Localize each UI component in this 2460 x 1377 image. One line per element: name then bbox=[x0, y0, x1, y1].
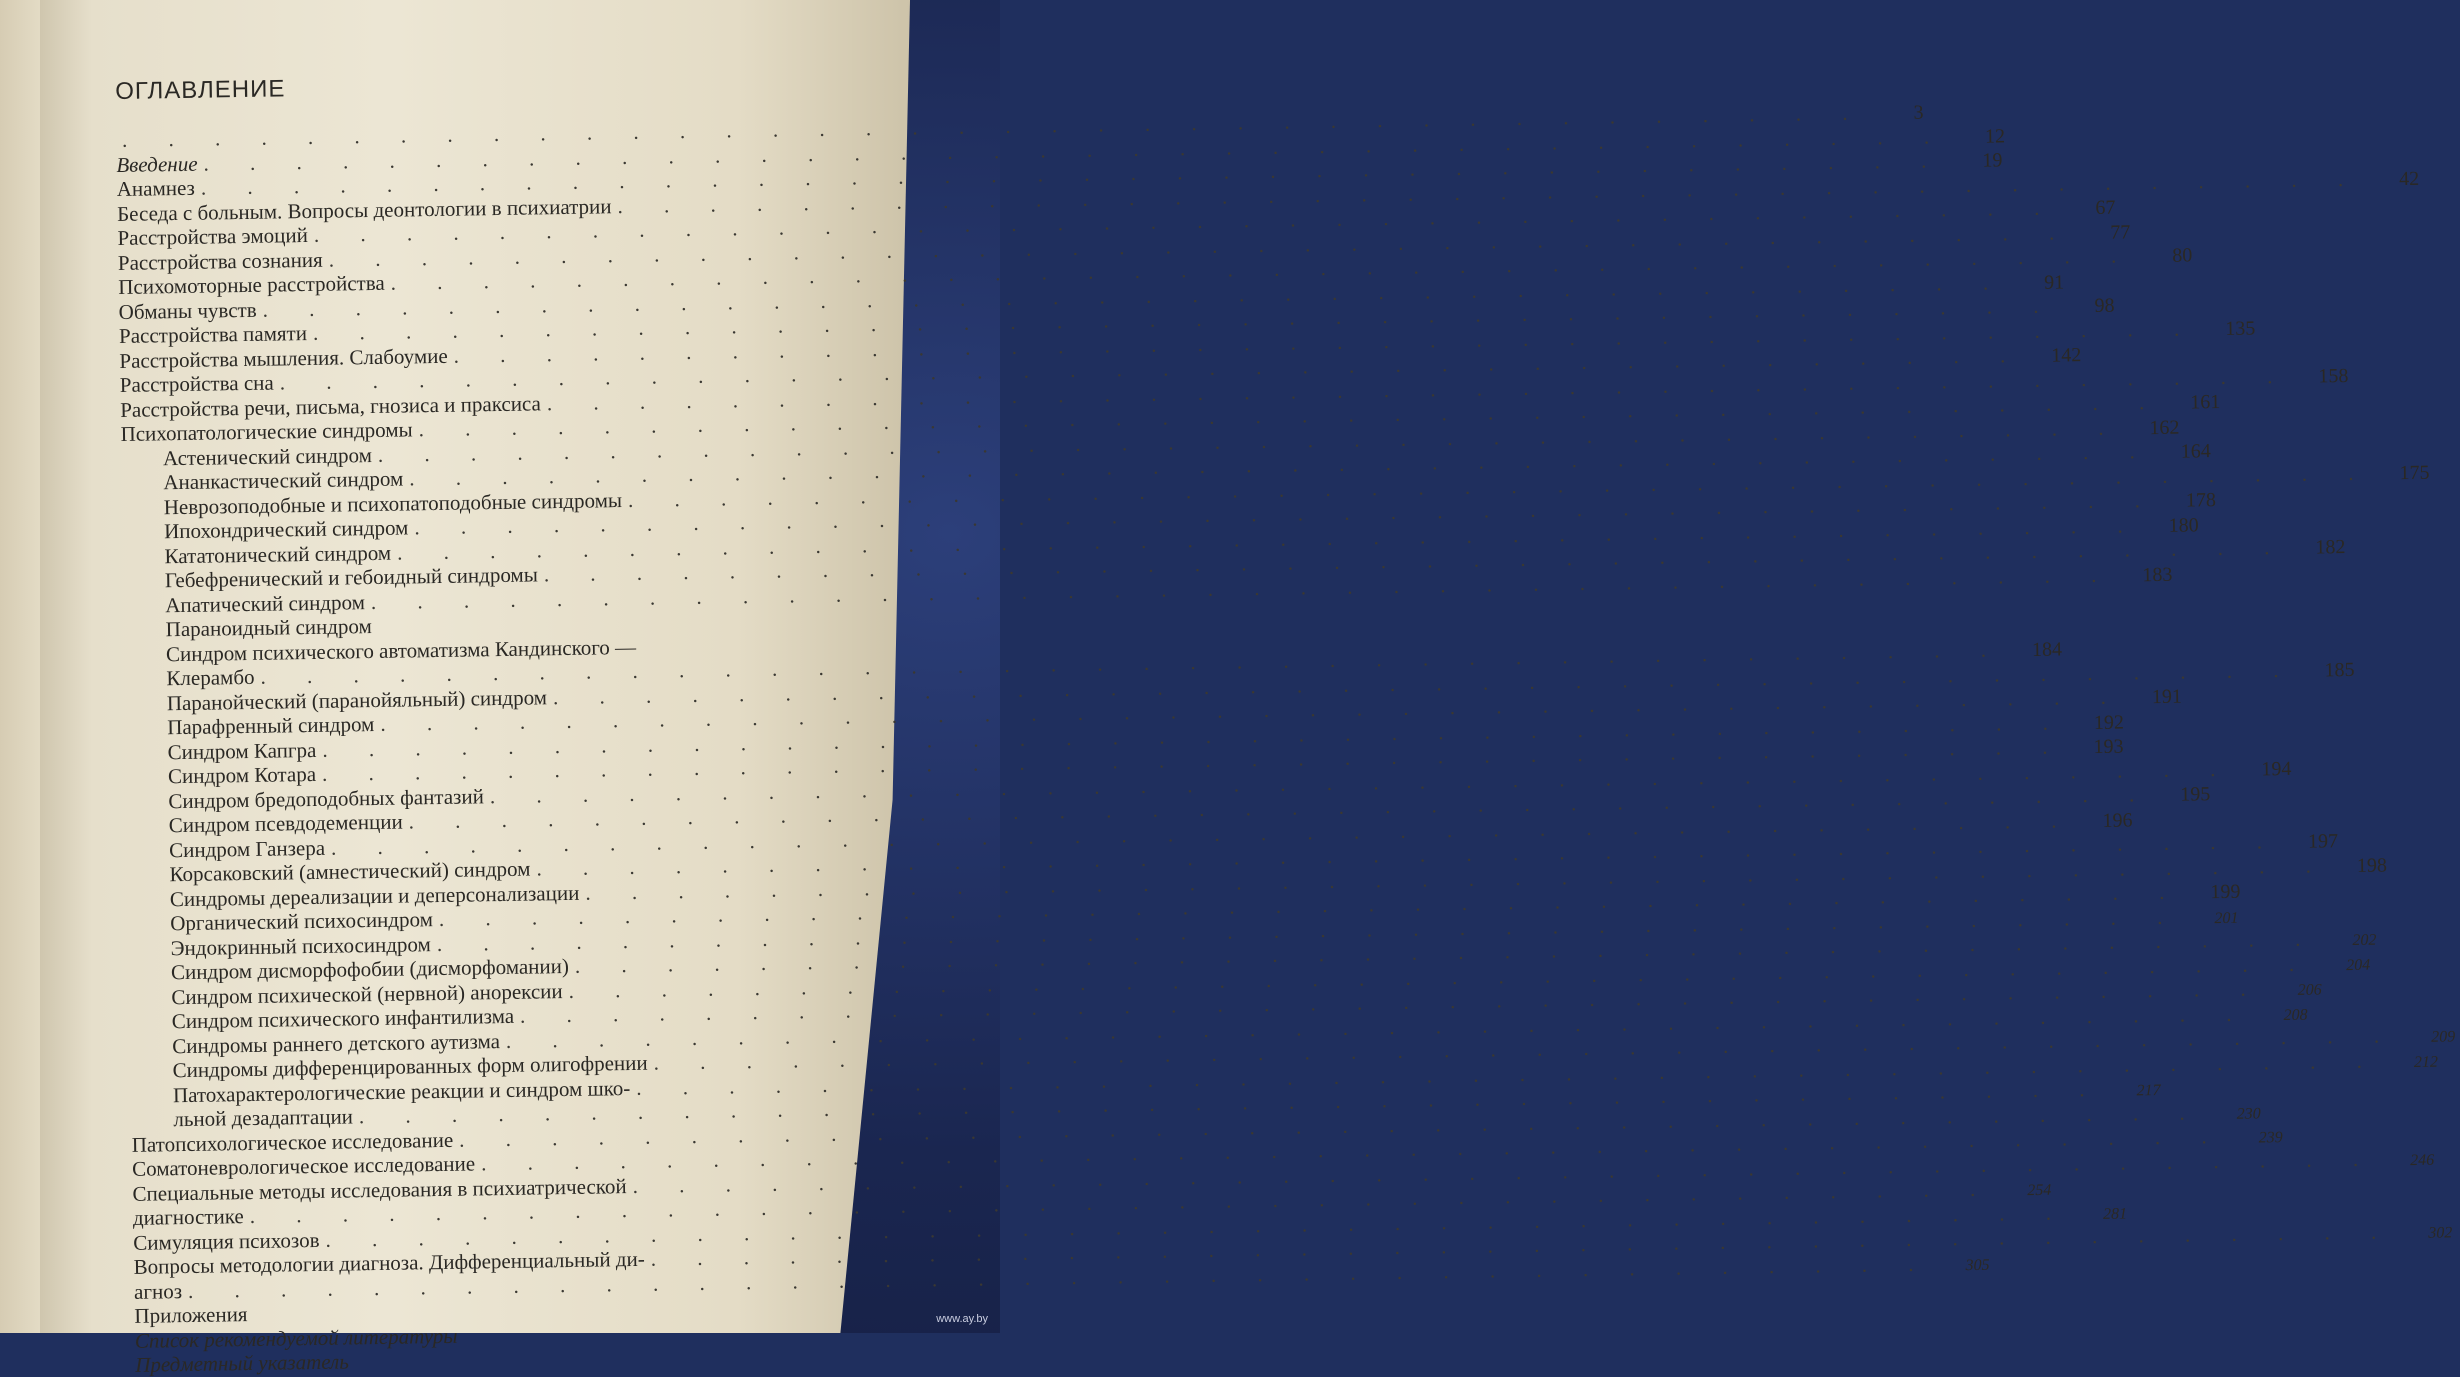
toc-entry-page: 142 bbox=[2051, 344, 2082, 367]
toc-leader-dots bbox=[458, 1337, 777, 1342]
toc-entry-title: Апатический синдром bbox=[165, 589, 366, 617]
toc-entry-title: Синдром психической (нервной) анорексии bbox=[171, 978, 563, 1009]
toc-entry-title: Приложения bbox=[134, 1302, 248, 1328]
toc-entry-page: 196 bbox=[2102, 808, 2133, 832]
toc-entry-title: Гебефренический и гебоидный синдромы bbox=[164, 562, 539, 593]
toc-leader-dots bbox=[349, 1362, 777, 1369]
toc-entry-page: 91 bbox=[2044, 270, 2065, 294]
toc-entry-page: 302 bbox=[2428, 1224, 2453, 1242]
toc-entry-page: 305 bbox=[1965, 1256, 1990, 1274]
toc-entry-page: 199 bbox=[2210, 880, 2241, 904]
toc-entry-title: Синдром психического инфантилизма bbox=[171, 1003, 515, 1034]
toc-entry-page: 230 bbox=[2236, 1104, 2261, 1123]
toc-entry-page: 80 bbox=[2172, 244, 2193, 267]
toc-entry-title: Синдром бредоподобных фантазий bbox=[168, 783, 485, 813]
toc-entry-page: 281 bbox=[2102, 1205, 2128, 1223]
toc-entry-title: Ананкастический синдром bbox=[163, 466, 404, 495]
toc-leader-dots bbox=[372, 627, 766, 633]
toc-entry-page: 183 bbox=[2142, 563, 2173, 586]
toc-entry-title: Введение bbox=[116, 151, 198, 177]
toc-entry-page: 254 bbox=[2027, 1181, 2052, 1200]
toc-entry-title: Беседа с больным. Вопросы деонтологии в психиатрии bbox=[116, 193, 612, 226]
toc-entry-page: 162 bbox=[2149, 416, 2180, 439]
toc-entry-title: Клерамбо bbox=[166, 664, 255, 691]
toc-entry-title: Расстройства мышления. Слабоумие bbox=[119, 343, 448, 373]
toc-entry-title: Синдром Ганзера bbox=[168, 835, 326, 862]
toc-entry-title: Синдромы раннего детского аутизма bbox=[172, 1028, 501, 1058]
toc-entry-page: 42 bbox=[2398, 167, 2420, 190]
toc-entry-page: 158 bbox=[2318, 364, 2349, 387]
toc-entry-page: 195 bbox=[2180, 783, 2211, 806]
toc-entry-title: Паранойческий (паранойяльный) синдром bbox=[166, 684, 548, 715]
toc-entry-page: 12 bbox=[1984, 124, 2006, 148]
toc-entry-title: Параноидный синдром bbox=[165, 614, 373, 642]
toc-entry-title: Корсаковский (амнестический) синдром bbox=[169, 856, 531, 887]
toc-leader-dots bbox=[636, 651, 766, 653]
toc-entry-title: Эндокринный психосиндром bbox=[170, 931, 432, 960]
toc-entry-title: агноз bbox=[133, 1278, 183, 1304]
toc-entry-title: Симуляция психозов bbox=[133, 1227, 320, 1255]
toc-entry-title: Патопсихологическое исследование bbox=[131, 1127, 454, 1157]
toc-entry-title: Синдромы дереализации и деперсонализации bbox=[169, 880, 580, 911]
toc-entry-title: Ипохондрический синдром bbox=[163, 515, 409, 544]
toc-heading: ОГЛАВЛЕНИЕ bbox=[115, 75, 286, 105]
toc-entry-page: 180 bbox=[2168, 513, 2199, 537]
toc-entry-title: Список рекомендуемой литературы bbox=[134, 1323, 458, 1353]
toc-entry-title: Синдромы дифференцированных форм олигофрении bbox=[172, 1050, 648, 1083]
toc-entry-page bbox=[776, 1312, 834, 1313]
toc-entry-title: Кататонический синдром bbox=[164, 540, 392, 568]
toc-entry-page: 191 bbox=[2151, 685, 2183, 709]
toc-entry-page: 201 bbox=[2214, 909, 2239, 927]
toc-entry-page: 197 bbox=[2307, 830, 2339, 853]
toc-entry-title: Астенический синдром bbox=[162, 442, 373, 470]
toc-entry-page: 185 bbox=[2324, 658, 2355, 681]
toc-entry-page: 246 bbox=[2410, 1151, 2435, 1169]
toc-entry-title: Парафренный синдром bbox=[167, 712, 375, 740]
toc-entry-title: Расстройства речи, письма, гнозиса и праксиса bbox=[120, 390, 542, 422]
toc-entry-page: 19 bbox=[1982, 149, 2003, 172]
toc-entry-page: 175 bbox=[2399, 461, 2430, 484]
toc-entry-title: Специальные методы исследования в психиатрической bbox=[132, 1173, 627, 1206]
toc-entry-page: 202 bbox=[2352, 931, 2377, 949]
toc-entry-title: Синдром псевдодеменции bbox=[168, 809, 403, 838]
toc-entry-page: 193 bbox=[2093, 735, 2124, 759]
toc-entry-page: 98 bbox=[2094, 294, 2115, 317]
toc-entry-page: 212 bbox=[2413, 1053, 2439, 1071]
toc-entry-page bbox=[766, 650, 824, 651]
toc-entry-page: 164 bbox=[2180, 440, 2211, 463]
toc-entry-page bbox=[766, 626, 824, 627]
toc-entry-page: 209 bbox=[2431, 1028, 2456, 1046]
toc-entry-title: диагностике bbox=[132, 1204, 244, 1230]
toc-entry-title: Расстройства памяти bbox=[118, 321, 308, 348]
toc-entry-page bbox=[777, 1336, 835, 1337]
toc-entry-page: 77 bbox=[2110, 220, 2131, 244]
toc-entry-page: 194 bbox=[2261, 757, 2292, 780]
toc-entry-page: 135 bbox=[2225, 316, 2256, 340]
toc-entry-title: Синдром Капгра bbox=[167, 737, 317, 764]
toc-entry-page: 198 bbox=[2356, 853, 2388, 877]
toc-entry-title: Синдром психического автоматизма Кандинского — bbox=[165, 634, 637, 666]
toc-entry-page: 217 bbox=[2136, 1081, 2161, 1100]
toc-entry-title: Вопросы методологии диагноза. Дифференциальный ди- bbox=[133, 1246, 645, 1279]
toc-entry-title: Расстройства сознания bbox=[117, 247, 323, 275]
toc-entry-title: Обманы чувств bbox=[118, 297, 257, 324]
toc-entry-page: 161 bbox=[2190, 390, 2221, 414]
toc-entry-title: Психопатологические синдромы bbox=[120, 417, 413, 446]
toc-entry-page: 182 bbox=[2315, 536, 2346, 559]
toc-entry-title: Расстройства сна bbox=[119, 370, 274, 397]
toc-entry-page: 239 bbox=[2258, 1129, 2283, 1147]
toc-entry-title: Синдром дисморфофобии (дисморфомании) bbox=[170, 953, 570, 985]
toc-entry-page: 184 bbox=[2031, 638, 2063, 661]
toc-entry-title: Анамнез bbox=[116, 175, 196, 201]
toc-entry-title: Психомоторные расстройства bbox=[118, 270, 385, 299]
toc-entry-page: 204 bbox=[2346, 956, 2371, 974]
toc-entry-page: 208 bbox=[2283, 1006, 2308, 1024]
toc-entry-page: 3 bbox=[1913, 101, 1924, 124]
toc-entry-page: 192 bbox=[2093, 711, 2125, 734]
toc-entry-title: Органический психосиндром bbox=[170, 907, 434, 936]
toc-entry-page: 67 bbox=[2095, 196, 2116, 219]
toc-entry-page bbox=[777, 1361, 835, 1362]
toc-entry-title: Расстройства эмоций bbox=[117, 222, 309, 250]
toc-entry-title: Синдром Котара bbox=[167, 761, 317, 789]
toc-entry-title: льной дезадаптации bbox=[173, 1104, 354, 1132]
toc-entry-title: Предметный указатель bbox=[135, 1349, 349, 1377]
toc-entry-title: Патохарактерологические реакции и синдром шко- bbox=[172, 1075, 631, 1107]
toc-entry-title: Соматоневрологическое исследование bbox=[131, 1151, 476, 1181]
site-watermark: www.ay.by bbox=[936, 1313, 988, 1325]
toc-entry-title: Неврозоподобные и психопатоподобные синдромы bbox=[163, 487, 623, 519]
toc-entry-page: 178 bbox=[2185, 489, 2217, 512]
toc-entry-page: 206 bbox=[2297, 981, 2322, 999]
